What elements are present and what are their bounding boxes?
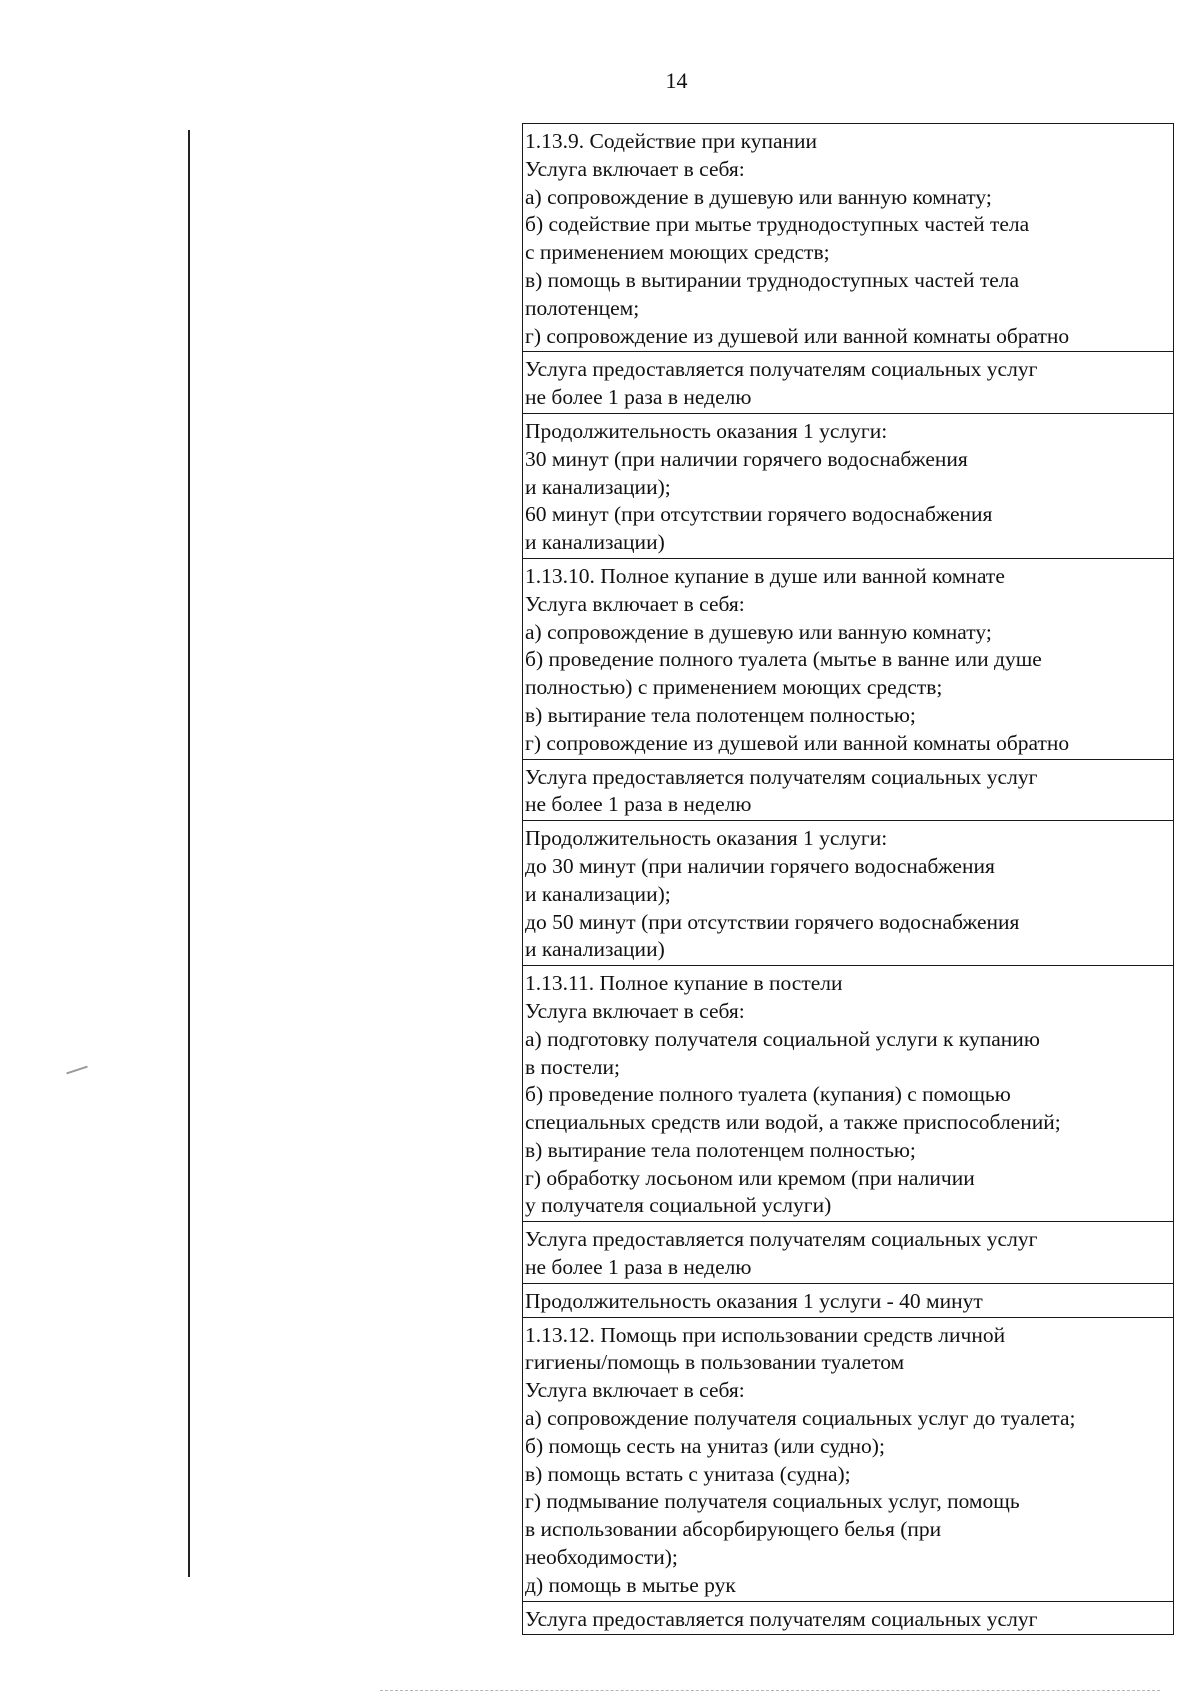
cell-text-line: а) сопровождение получателя социальных услуг до туалета;	[525, 1406, 1076, 1431]
cell-text-line: Услуга включает в себя:	[525, 156, 745, 181]
cell-text-line: Услуга предоставляется получателям социальных услуг	[525, 357, 1038, 382]
table-cell	[523, 1221, 1173, 1283]
cell-text-line: 1.13.10. Полное купание в душе или ванной комнате	[525, 563, 1005, 588]
table-cell	[523, 1283, 1173, 1317]
table-cell	[523, 1317, 1173, 1601]
cell-text-line: б) помощь сесть на унитаз (или судно);	[525, 1433, 885, 1458]
cell-text-line: Услуга предоставляется получателям социальных услуг	[525, 764, 1038, 789]
cell-text-line: гигиены/помощь в пользовании туалетом	[525, 1350, 905, 1375]
cell-text-line: б) содействие при мытье труднодоступных частей тела	[525, 212, 1030, 237]
cell-text-line: 1.13.9. Содействие при купании	[525, 129, 818, 153]
cell-text-line: б) проведение полного туалета (мытье в ванне или душе	[525, 647, 1042, 672]
cell-text-line: Услуга включает в себя:	[525, 998, 745, 1023]
cell-text-line: не более 1 раза в неделю	[525, 792, 752, 817]
cell-text-line: 1.13.11. Полное купание в постели	[525, 971, 843, 996]
table-cell	[523, 1601, 1173, 1635]
cell-text-line: у получателя социальной услуги)	[525, 1193, 832, 1218]
table-cell	[523, 558, 1173, 759]
cell-text-line: до 30 минут (при наличии горячего водоснабжения	[525, 853, 995, 878]
cell-text-line: 1.13.12. Помощь при использовании средств личной	[525, 1322, 1006, 1347]
cell-text-line: полотенцем;	[525, 295, 640, 320]
cell-text-line: в) помощь в вытирании труднодоступных частей тела	[525, 267, 1020, 292]
cell-text-line: г) подмывание получателя социальных услуг, помощь	[525, 1489, 1020, 1514]
cell-text-line: необходимости);	[525, 1545, 678, 1570]
table-cell	[523, 413, 1173, 558]
cell-text-line: Продолжительность оказания 1 услуги:	[525, 826, 888, 851]
cell-text-line: г) сопровождение из душевой или ванной комнаты обратно	[525, 323, 1070, 348]
cell-text-line: в использовании абсорбирующего белья (при	[525, 1517, 942, 1542]
cell-text-line: Услуга предоставляется получателям социальных услуг	[525, 1227, 1038, 1252]
cell-text-line: а) сопровождение в душевую или ванную комнату;	[525, 619, 992, 644]
cell-text-line: а) подготовку получателя социальной услуги к купанию	[525, 1026, 1040, 1051]
cell-text-line: в постели;	[525, 1054, 621, 1079]
cell-text-line: в) помощь встать с унитаза (судна);	[525, 1461, 851, 1486]
cell-text-line: и канализации);	[525, 881, 671, 906]
table-cell	[523, 124, 1173, 351]
left-margin-rule	[188, 130, 190, 1577]
cell-text-line: и канализации)	[525, 937, 665, 962]
cell-text-line: Продолжительность оказания 1 услуги:	[525, 418, 888, 443]
cell-text-line: до 50 минут (при отсутствии горячего водоснабжения	[525, 909, 1020, 934]
cell-text-line: а) сопровождение в душевую или ванную комнату;	[525, 184, 992, 209]
table-cell	[523, 351, 1173, 413]
cell-text-line: Услуга включает в себя:	[525, 1378, 745, 1403]
cell-text-line: и канализации);	[525, 474, 671, 499]
cell-text-line: полностью) с применением моющих средств;	[525, 675, 943, 700]
cell-text-line: г) сопровождение из душевой или ванной комнаты обратно	[525, 730, 1070, 755]
cell-text-line: 30 минут (при наличии горячего водоснабжения	[525, 446, 968, 471]
cell-text-line: Продолжительность оказания 1 услуги - 40 минут	[525, 1288, 983, 1313]
cell-text-line: д) помощь в мытье рук	[525, 1572, 736, 1597]
cell-text-line: специальных средств или водой, а также приспособлений;	[525, 1110, 1061, 1135]
cell-text-line: Услуга включает в себя:	[525, 591, 745, 616]
services-table	[522, 123, 1174, 1635]
table-cell	[523, 820, 1173, 965]
table-cell	[523, 759, 1173, 821]
cell-text-line: г) обработку лосьоном или кремом (при наличии	[525, 1165, 975, 1190]
table-cell	[523, 965, 1173, 1221]
cell-text-line: с применением моющих средств;	[525, 240, 830, 265]
cell-text-line: не более 1 раза в неделю	[525, 1255, 752, 1280]
cell-text-line: не более 1 раза в неделю	[525, 385, 752, 410]
cell-text-line: в) вытирание тела полотенцем полностью;	[525, 702, 916, 727]
cell-text-line: Услуга предоставляется получателям социальных услуг	[525, 1606, 1038, 1631]
cell-text-line: б) проведение полного туалета (купания) с помощью	[525, 1082, 1011, 1107]
page-number: 14	[665, 68, 688, 93]
cell-text-line: и канализации)	[525, 530, 665, 555]
scan-mark	[66, 1066, 88, 1075]
cell-text-line: 60 минут (при отсутствии горячего водоснабжения	[525, 502, 993, 527]
cell-text-line: в) вытирание тела полотенцем полностью;	[525, 1137, 916, 1162]
footer-scan-line	[380, 1690, 1160, 1691]
